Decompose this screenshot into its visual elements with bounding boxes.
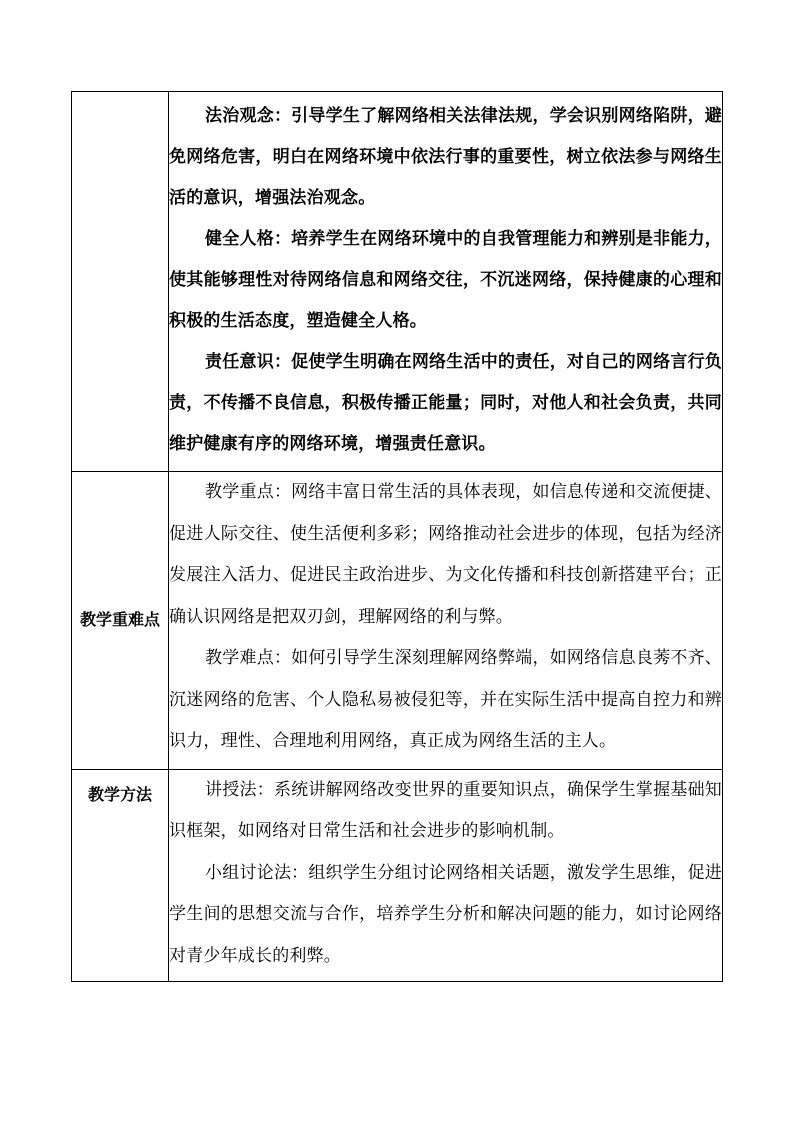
row-label: 教学重难点 (72, 472, 169, 770)
paragraph-teaching-difficulty: 教学难点：如何引导学生深刻理解网络弊端，如网络信息良莠不齐、沉迷网络的危害、个人隐私易被侵犯等，并在实际生活中提高自控力和辨识力，理性、合理地利用网络，真正成为网络生活的主人。 (169, 648, 722, 751)
lesson-plan-table (71, 91, 723, 982)
paragraph-responsibility: 责任意识：促使学生明确在网络生活中的责任，对自己的网络言行负责，不传播不良信息，积极传播正能量；同时，对他人和社会负责，共同维护健康有序的网络环境，增强责任意识。 (169, 352, 722, 454)
table-row (72, 92, 723, 472)
paragraph-lecture-method: 讲授法：系统讲解网络改变世界的重要知识点，确保学生掌握基础知识框架，如网络对日常生活和社会进步的影响机制。 (169, 779, 722, 841)
paragraph-sound-personality: 健全人格：培养学生在网络环境中的自我管理能力和辨别是非能力，使其能够理性对待网络信息和网络交往，不沉迷网络，保持健康的心理和积极的生活态度，塑造健全人格。 (169, 229, 722, 331)
row-label (72, 92, 169, 472)
row-label: 教学方法 (72, 769, 169, 982)
table-row (72, 472, 723, 770)
paragraph-group-discussion: 小组讨论法：组织学生分组讨论网络相关话题，激发学生思维，促进学生间的思想交流与合作，培养学生分析和解决问题的能力，如讨论网络对青少年成长的利弊。 (169, 862, 722, 966)
row-content (169, 472, 723, 770)
row-content (169, 769, 723, 982)
paragraph-rule-of-law: 法治观念：引导学生了解网络相关法律法规，学会识别网络陷阱，避免网络危害，明白在网络环境中依法行事的重要性，树立依法参与网络生活的意识，增强法治观念。 (169, 106, 722, 208)
paragraph-teaching-focus: 教学重点：网络丰富日常生活的具体表现，如信息传递和交流便捷、促进人际交往、使生活便利多彩；网络推动社会进步的体现，包括为经济发展注入活力、促进民主政治进步、为文化传播和科技创新搭建平台；正确认识网络是把双刃剑，理解网络的利与弊。 (169, 482, 722, 627)
table-row (72, 769, 723, 982)
row-content (169, 92, 723, 472)
